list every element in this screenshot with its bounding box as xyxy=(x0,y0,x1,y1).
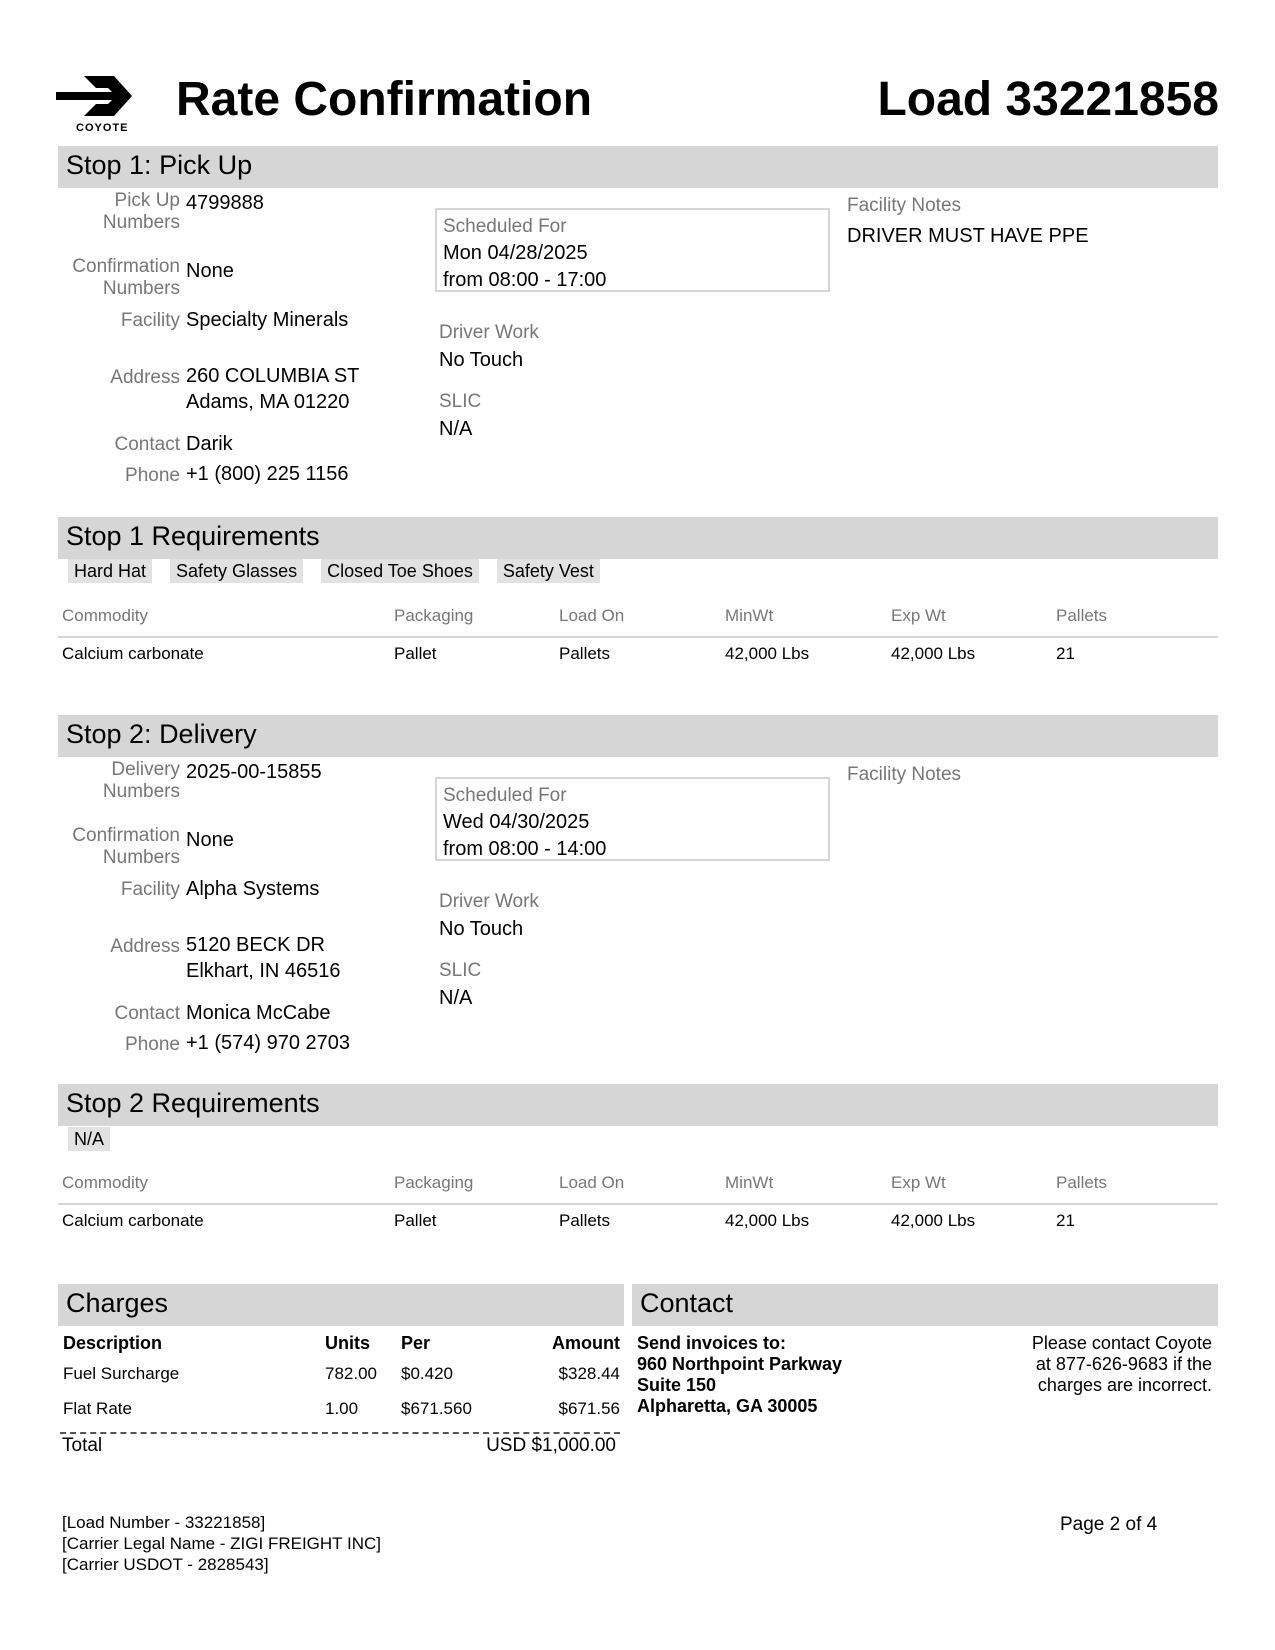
stop2-numbers-label-1: Delivery xyxy=(111,759,180,780)
stop2-scheduled-label: Scheduled For xyxy=(443,785,567,806)
cell-load-on: Pallets xyxy=(559,1211,611,1230)
table-row xyxy=(58,1207,1218,1237)
col-pallets: Pallets xyxy=(1056,1173,1108,1192)
stop1-confirmation-label xyxy=(50,256,180,300)
charge-description: Fuel Surcharge xyxy=(63,1364,180,1383)
stop2-slic-label: SLIC xyxy=(439,960,482,981)
page-number: Page 2 of 4 xyxy=(1060,1514,1158,1535)
stop1-facility-notes-value: DRIVER MUST HAVE PPE xyxy=(847,225,1089,247)
footer-load-number: [Load Number - 33221858] xyxy=(62,1513,266,1532)
stop1-slic-label: SLIC xyxy=(439,391,482,412)
charges-bar: Charges xyxy=(58,1284,624,1326)
cell-packaging: Pallet xyxy=(394,644,437,663)
requirement-tag: N/A xyxy=(68,1127,110,1151)
cell-commodity: Calcium carbonate xyxy=(62,644,204,663)
stop1-scheduled-date: Mon 04/28/2025 xyxy=(443,242,588,264)
stop2-confirmation-label-1: Confirmation xyxy=(72,825,180,846)
stop1-slic-value: N/A xyxy=(439,418,473,440)
stop2-driver-work-value: No Touch xyxy=(439,918,524,940)
requirement-tag: Safety Glasses xyxy=(170,559,303,583)
charge-units: 782.00 xyxy=(325,1364,377,1383)
stop2-facility-value: Alpha Systems xyxy=(186,878,320,900)
col-load-on: Load On xyxy=(559,1173,625,1192)
requirement-tag: Closed Toe Shoes xyxy=(321,559,479,583)
stop1-numbers-value: 4799888 xyxy=(186,192,264,214)
charges-divider xyxy=(60,1432,620,1434)
contact-address-line2: Suite 150 xyxy=(637,1375,717,1395)
stop2-numbers-label xyxy=(60,759,180,803)
stop2-scheduled-time: from 08:00 - 14:00 xyxy=(443,838,607,860)
coyote-logo-icon xyxy=(56,72,136,120)
cell-packaging: Pallet xyxy=(394,1211,437,1230)
stop2-requirements-tags xyxy=(68,1127,110,1151)
stop1-address-line1: 260 COLUMBIA ST xyxy=(186,365,360,387)
contact-bar: Contact xyxy=(632,1284,1218,1326)
stop2-phone-value: +1 (574) 970 2703 xyxy=(186,1032,351,1054)
charges-col-per: Per xyxy=(401,1333,431,1353)
stop2-slic-value: N/A xyxy=(439,987,473,1009)
col-commodity: Commodity xyxy=(62,606,148,625)
stop1-confirmation-label-2: Numbers xyxy=(102,278,180,299)
col-minwt: MinWt xyxy=(725,1173,774,1192)
charge-amount: $328.44 xyxy=(558,1364,620,1383)
stop1-scheduled-box xyxy=(435,208,830,292)
stop1-driver-work-label: Driver Work xyxy=(439,322,539,343)
stop2-address-line1: 5120 BECK DR xyxy=(186,934,325,956)
stop1-numbers-label xyxy=(60,190,180,234)
cell-pallets: 21 xyxy=(1056,1211,1075,1230)
col-expwt: Exp Wt xyxy=(891,1173,946,1192)
cell-minwt: 42,000 Lbs xyxy=(725,644,810,663)
load-title: Load 33221858 xyxy=(877,73,1219,126)
contact-note xyxy=(960,1333,1212,1396)
stop2-scheduled-date: Wed 04/30/2025 xyxy=(443,811,590,833)
charges-col-amount: Amount xyxy=(552,1333,620,1353)
stop2-numbers-label-2: Numbers xyxy=(102,781,180,802)
stop1-contact-value: Darik xyxy=(186,433,233,455)
stop1-facility-notes-label: Facility Notes xyxy=(847,195,962,216)
stop1-facility-label: Facility xyxy=(120,310,180,331)
stop1-contact-label: Contact xyxy=(114,434,180,455)
stop2-bar: Stop 2: Delivery xyxy=(58,715,1218,757)
stop1-numbers-label-1: Pick Up xyxy=(114,190,180,211)
contact-address-line1: 960 Northpoint Parkway xyxy=(637,1354,843,1374)
requirement-tag: Safety Vest xyxy=(497,559,600,583)
col-load-on: Load On xyxy=(559,606,625,625)
col-expwt: Exp Wt xyxy=(891,606,946,625)
stop1-driver-work-value: No Touch xyxy=(439,349,524,371)
col-packaging: Packaging xyxy=(394,1173,474,1192)
footer-info xyxy=(62,1512,381,1575)
stop1-requirements-bar: Stop 1 Requirements xyxy=(58,517,1218,559)
logo-text: COYOTE xyxy=(76,122,129,134)
cell-commodity: Calcium carbonate xyxy=(62,1211,204,1230)
charge-per: $0.420 xyxy=(401,1364,453,1383)
stop2-contact-value: Monica McCabe xyxy=(186,1002,331,1024)
stop2-address-line2: Elkhart, IN 46516 xyxy=(186,960,341,982)
stop1-scheduled-time: from 08:00 - 17:00 xyxy=(443,269,607,291)
stop1-facility-value: Specialty Minerals xyxy=(186,309,349,331)
coyote-logo xyxy=(56,72,136,136)
stop1-address-value xyxy=(186,363,359,415)
stop2-requirements-bar: Stop 2 Requirements xyxy=(58,1084,1218,1126)
stop2-commodity-header xyxy=(58,1165,1218,1205)
requirement-tag: Hard Hat xyxy=(68,559,152,583)
stop1-phone-label: Phone xyxy=(125,465,180,486)
stop1-phone-value: +1 (800) 225 1156 xyxy=(186,463,349,485)
stop1-numbers-label-2: Numbers xyxy=(102,212,180,233)
charges-total-label: Total xyxy=(62,1435,103,1456)
stop2-numbers-value: 2025-00-15855 xyxy=(186,761,322,783)
col-minwt: MinWt xyxy=(725,606,774,625)
cell-load-on: Pallets xyxy=(559,644,611,663)
stop2-facility-notes-label: Facility Notes xyxy=(847,764,962,785)
stop2-confirmation-label-2: Numbers xyxy=(102,847,180,868)
stop1-bar: Stop 1: Pick Up xyxy=(58,146,1218,188)
contact-note-line3: charges are incorrect. xyxy=(1037,1375,1212,1395)
contact-send-label: Send invoices to: xyxy=(637,1333,787,1353)
stop2-address-value xyxy=(186,932,341,984)
stop1-confirmation-value: None xyxy=(186,260,234,282)
footer-carrier-name: [Carrier Legal Name - ZIGI FREIGHT INC] xyxy=(62,1534,381,1553)
stop1-requirements-tags xyxy=(68,559,600,583)
stop2-scheduled-box xyxy=(435,777,830,861)
charges-col-units: Units xyxy=(325,1333,370,1353)
table-row xyxy=(58,640,1218,670)
stop1-address-label: Address xyxy=(110,367,180,388)
stop1-address-line2: Adams, MA 01220 xyxy=(186,391,350,413)
contact-note-line2: at 877-626-9683 if the xyxy=(1035,1354,1212,1374)
contact-invoice-block xyxy=(637,1333,842,1417)
cell-pallets: 21 xyxy=(1056,644,1075,663)
col-commodity: Commodity xyxy=(62,1173,148,1192)
stop1-scheduled-label: Scheduled For xyxy=(443,216,567,237)
contact-note-line1: Please contact Coyote xyxy=(1031,1333,1212,1353)
stop2-driver-work-label: Driver Work xyxy=(439,891,539,912)
cell-expwt: 42,000 Lbs xyxy=(891,644,976,663)
charges-total-value: USD $1,000.00 xyxy=(486,1435,616,1456)
stop2-phone-label: Phone xyxy=(125,1034,180,1055)
stop2-address-label: Address xyxy=(110,936,180,957)
charge-per: $671.560 xyxy=(401,1399,472,1418)
col-packaging: Packaging xyxy=(394,606,474,625)
charge-description: Flat Rate xyxy=(63,1399,132,1418)
cell-minwt: 42,000 Lbs xyxy=(725,1211,810,1230)
stop2-facility-label: Facility xyxy=(120,879,180,900)
charge-amount: $671.56 xyxy=(558,1399,620,1418)
footer-carrier-usdot: [Carrier USDOT - 2828543] xyxy=(62,1555,269,1574)
charge-units: 1.00 xyxy=(325,1399,359,1418)
stop2-confirmation-label xyxy=(50,825,180,869)
stop2-contact-label: Contact xyxy=(114,1003,180,1024)
stop1-confirmation-label-1: Confirmation xyxy=(72,256,180,277)
stop1-commodity-header xyxy=(58,598,1218,638)
stop2-confirmation-value: None xyxy=(186,829,234,851)
charges-col-description: Description xyxy=(63,1333,163,1353)
page-title: Rate Confirmation xyxy=(176,73,593,126)
contact-address-line3: Alpharetta, GA 30005 xyxy=(637,1396,818,1416)
cell-expwt: 42,000 Lbs xyxy=(891,1211,976,1230)
col-pallets: Pallets xyxy=(1056,606,1108,625)
